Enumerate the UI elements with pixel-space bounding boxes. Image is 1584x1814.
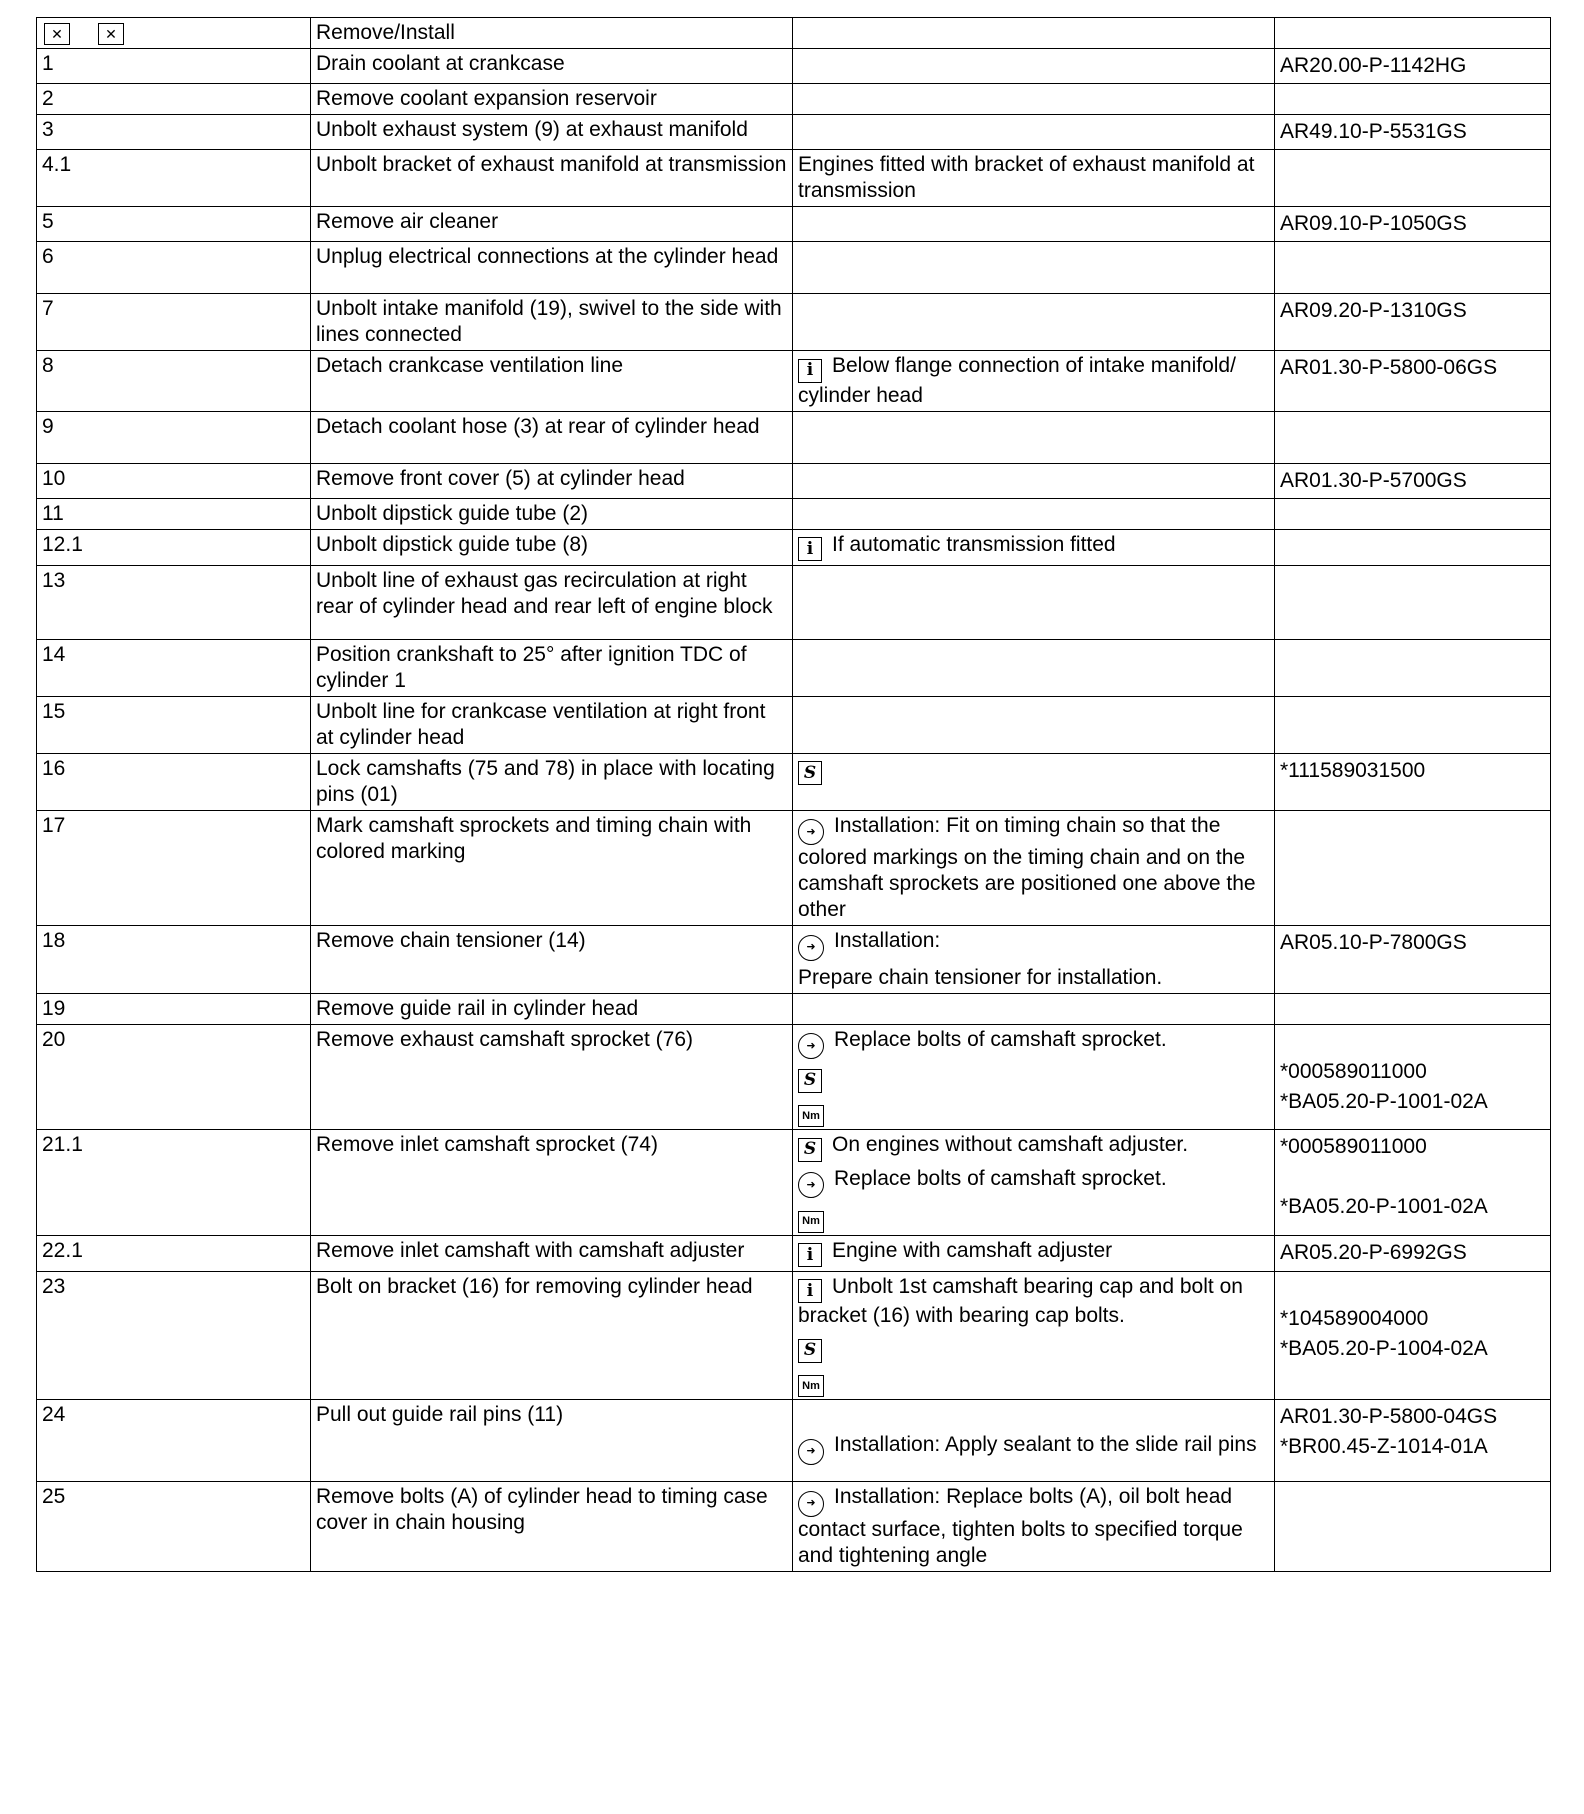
- remove-icon: ✕: [44, 23, 70, 45]
- document-reference-link[interactable]: AR09.20-P-1310GS: [1280, 299, 1467, 322]
- info-icon: i: [798, 359, 822, 383]
- step-number: 11: [37, 498, 311, 529]
- table-row: [37, 463, 1551, 498]
- step-description: Pull out guide rail pins (11): [311, 1400, 793, 1482]
- step-number: 10: [37, 463, 311, 498]
- procedure-table-body: [37, 18, 1551, 1572]
- note-line: [798, 1367, 1269, 1398]
- step-description: Mark camshaft sprockets and timing chain with colored marking: [311, 810, 793, 926]
- step-references: [1275, 696, 1551, 753]
- step-number: 21.1: [37, 1130, 311, 1236]
- step-notes: [793, 926, 1275, 994]
- step-description: Drain coolant at crankcase: [311, 49, 793, 84]
- table-row: [37, 294, 1551, 351]
- procedure-table: [36, 17, 1551, 1572]
- step-number: 16: [37, 753, 311, 810]
- installation-icon: ➜: [798, 935, 824, 961]
- table-row: [37, 498, 1551, 529]
- note-line: [798, 1027, 1269, 1060]
- table-row: [37, 351, 1551, 412]
- note-line: [798, 928, 1269, 961]
- step-notes: [793, 1400, 1275, 1482]
- step-references: [1275, 411, 1551, 463]
- step-number: 15: [37, 696, 311, 753]
- step-description: Unbolt line of exhaust gas recirculation at right rear of cylinder head and rear left of engine block: [311, 565, 793, 639]
- step-description: Unplug electrical connections at the cylinder head: [311, 242, 793, 294]
- step-notes: [793, 1482, 1275, 1572]
- table-row: [37, 810, 1551, 926]
- step-number: 12.1: [37, 529, 311, 565]
- step-notes: [793, 639, 1275, 696]
- table-row: [37, 565, 1551, 639]
- table-row: [37, 1024, 1551, 1130]
- table-row: [37, 926, 1551, 994]
- step-notes: [793, 753, 1275, 810]
- step-number: 4.1: [37, 150, 311, 207]
- note-text: Engines fitted with bracket of exhaust manifold at transmission: [798, 153, 1255, 202]
- document-reference-link[interactable]: *BA05.20-P-1004-02A: [1280, 1336, 1488, 1360]
- table-row: [37, 993, 1551, 1024]
- step-description: Remove inlet camshaft with camshaft adjuster: [311, 1235, 793, 1271]
- note-text: Prepare chain tensioner for installation.: [798, 965, 1163, 989]
- note-line: [798, 152, 1269, 204]
- step-notes: [793, 411, 1275, 463]
- step-references: [1275, 498, 1551, 529]
- header-title: Remove/Install: [311, 18, 793, 49]
- document-reference-link[interactable]: AR05.10-P-7800GS: [1280, 931, 1467, 954]
- step-references: [1275, 84, 1551, 115]
- header-icons-cell: [37, 18, 311, 49]
- step-references: [1275, 753, 1551, 810]
- step-description: Remove bolts (A) of cylinder head to timing case cover in chain housing: [311, 1482, 793, 1572]
- step-number: 22.1: [37, 1235, 311, 1271]
- special-tool-icon: S: [798, 1138, 822, 1162]
- step-references: [1275, 115, 1551, 150]
- step-notes: [793, 529, 1275, 565]
- table-row: [37, 411, 1551, 463]
- step-number: 6: [37, 242, 311, 294]
- note-line: [798, 813, 1269, 924]
- note-line: [798, 1432, 1269, 1465]
- step-references: [1275, 1400, 1551, 1482]
- step-number: 24: [37, 1400, 311, 1482]
- table-row: [37, 150, 1551, 207]
- table-row: [37, 1400, 1551, 1482]
- step-description: Unbolt dipstick guide tube (8): [311, 529, 793, 565]
- document-reference-link[interactable]: *000589011000: [1280, 1059, 1427, 1083]
- note-line: [798, 1274, 1269, 1330]
- step-notes: [793, 498, 1275, 529]
- step-notes: [793, 294, 1275, 351]
- step-number: 20: [37, 1024, 311, 1130]
- note-line: [798, 1063, 1269, 1093]
- step-notes: [793, 1024, 1275, 1130]
- step-description: Detach crankcase ventilation line: [311, 351, 793, 412]
- installation-icon: ➜: [798, 1491, 824, 1517]
- installation-icon: ➜: [798, 1033, 824, 1059]
- step-number: 19: [37, 993, 311, 1024]
- document-reference-link[interactable]: AR20.00-P-1142HG: [1280, 54, 1467, 77]
- step-notes: [793, 207, 1275, 242]
- step-references: [1275, 242, 1551, 294]
- step-notes: [793, 351, 1275, 412]
- table-row: [37, 529, 1551, 565]
- step-number: 9: [37, 411, 311, 463]
- note-line: [798, 1238, 1269, 1268]
- note-line: [798, 1202, 1269, 1233]
- step-notes: [793, 565, 1275, 639]
- note-text: Unbolt 1st camshaft bearing cap and bolt on bracket (16) with bearing cap bolts.: [798, 1274, 1243, 1327]
- step-references: [1275, 529, 1551, 565]
- table-row: [37, 1482, 1551, 1572]
- document-reference-link: [1280, 1162, 1545, 1192]
- note-line: [798, 965, 1269, 991]
- step-notes: [793, 242, 1275, 294]
- step-number: 5: [37, 207, 311, 242]
- step-description: Remove chain tensioner (14): [311, 926, 793, 994]
- note-line: [798, 1484, 1269, 1569]
- table-row: [37, 639, 1551, 696]
- step-notes: [793, 810, 1275, 926]
- installation-icon: ➜: [798, 1172, 824, 1198]
- document-reference-link[interactable]: AR01.30-P-5800-04GS: [1280, 1405, 1498, 1428]
- step-description: Bolt on bracket (16) for removing cylinder head: [311, 1271, 793, 1400]
- step-notes: [793, 115, 1275, 150]
- note-text: Installation: Apply sealant to the slide rail pins: [834, 1433, 1257, 1456]
- special-tool-icon: S: [798, 761, 822, 785]
- step-notes: [793, 1271, 1275, 1400]
- table-header-row: [37, 18, 1551, 49]
- step-references: [1275, 463, 1551, 498]
- note-text: Replace bolts of camshaft sprocket.: [834, 1166, 1167, 1190]
- step-number: 7: [37, 294, 311, 351]
- step-number: 13: [37, 565, 311, 639]
- document-reference-link[interactable]: *BR00.45-Z-1014-01A: [1280, 1435, 1488, 1458]
- note-text: Replace bolts of camshaft sprocket.: [834, 1027, 1167, 1051]
- step-references: [1275, 207, 1551, 242]
- document-reference-link[interactable]: *000589011000: [1280, 1135, 1427, 1158]
- step-references: [1275, 1024, 1551, 1130]
- step-references: [1275, 810, 1551, 926]
- step-number: 18: [37, 926, 311, 994]
- info-icon: i: [798, 537, 822, 561]
- installation-icon: ➜: [798, 1439, 824, 1465]
- step-description: Remove front cover (5) at cylinder head: [311, 463, 793, 498]
- step-number: 14: [37, 639, 311, 696]
- header-empty-refs: [1275, 18, 1551, 49]
- special-tool-icon: S: [798, 1339, 822, 1363]
- step-number: 2: [37, 84, 311, 115]
- header-empty-notes: [793, 18, 1275, 49]
- special-tool-icon: S: [798, 1069, 822, 1093]
- step-notes: [793, 84, 1275, 115]
- document-reference-link[interactable]: *BA05.20-P-1001-02A: [1280, 1195, 1488, 1218]
- table-row: [37, 753, 1551, 810]
- torque-nm-icon: Nm: [798, 1375, 824, 1397]
- note-text: On engines without camshaft adjuster.: [832, 1133, 1189, 1156]
- step-number: 1: [37, 49, 311, 84]
- step-description: Unbolt line for crankcase ventilation at right front at cylinder head: [311, 696, 793, 753]
- table-row: [37, 1130, 1551, 1236]
- step-references: [1275, 639, 1551, 696]
- note-line: [798, 353, 1269, 409]
- note-line: [798, 1166, 1269, 1199]
- step-number: 3: [37, 115, 311, 150]
- torque-nm-icon: Nm: [798, 1211, 824, 1233]
- step-description: Unbolt dipstick guide tube (2): [311, 498, 793, 529]
- step-description: Remove air cleaner: [311, 207, 793, 242]
- document-reference-link[interactable]: AR01.30-P-5700GS: [1280, 468, 1467, 492]
- step-description: Unbolt bracket of exhaust manifold at transmission: [311, 150, 793, 207]
- step-references: [1275, 1482, 1551, 1572]
- step-number: 25: [37, 1482, 311, 1572]
- document-reference-link: [1280, 1027, 1545, 1057]
- document-reference-link[interactable]: AR05.20-P-6992GS: [1280, 1240, 1467, 1264]
- note-line: [798, 532, 1269, 562]
- table-row: [37, 115, 1551, 150]
- step-number: 17: [37, 810, 311, 926]
- note-text: Engine with camshaft adjuster: [832, 1238, 1113, 1262]
- step-references: [1275, 1130, 1551, 1236]
- step-description: Unbolt intake manifold (19), swivel to the side with lines connected: [311, 294, 793, 351]
- step-notes: [793, 49, 1275, 84]
- step-references: [1275, 565, 1551, 639]
- step-references: [1275, 351, 1551, 412]
- install-icon: ✕: [98, 23, 124, 45]
- document-reference-link[interactable]: AR09.10-P-1050GS: [1280, 212, 1467, 235]
- step-description: Remove guide rail in cylinder head: [311, 993, 793, 1024]
- info-icon: i: [798, 1279, 822, 1303]
- note-line: [798, 1333, 1269, 1363]
- table-row: [37, 1235, 1551, 1271]
- document-reference-link[interactable]: AR49.10-P-5531GS: [1280, 120, 1467, 143]
- step-number: 23: [37, 1271, 311, 1400]
- step-notes: [793, 696, 1275, 753]
- step-references: [1275, 294, 1551, 351]
- step-description: Lock camshafts (75 and 78) in place with locating pins (01): [311, 753, 793, 810]
- step-references: [1275, 993, 1551, 1024]
- step-description: Position crankshaft to 25° after ignition TDC of cylinder 1: [311, 639, 793, 696]
- document-reference-link[interactable]: *BA05.20-P-1001-02A: [1280, 1089, 1488, 1113]
- installation-icon: ➜: [798, 819, 824, 845]
- step-references: [1275, 926, 1551, 994]
- step-notes: [793, 1235, 1275, 1271]
- step-notes: [793, 150, 1275, 207]
- table-row: [37, 207, 1551, 242]
- step-number: 8: [37, 351, 311, 412]
- document-reference-link[interactable]: *111589031500: [1280, 758, 1426, 782]
- table-row: [37, 242, 1551, 294]
- step-description: Remove inlet camshaft sprocket (74): [311, 1130, 793, 1236]
- note-text: If automatic transmission fitted: [832, 532, 1116, 556]
- step-notes: [793, 993, 1275, 1024]
- step-notes: [793, 1130, 1275, 1236]
- table-row: [37, 84, 1551, 115]
- note-text: Installation:: [834, 929, 941, 952]
- step-references: [1275, 1235, 1551, 1271]
- step-description: Detach coolant hose (3) at rear of cylinder head: [311, 411, 793, 463]
- info-icon: i: [798, 1243, 822, 1267]
- table-row: [37, 49, 1551, 84]
- step-references: [1275, 49, 1551, 84]
- table-row: [37, 1271, 1551, 1400]
- note-text: Installation: Fit on timing chain so that the colored markings on the timing chain and on the camshaft sprockets are positioned one above the other: [798, 813, 1256, 921]
- note-line: [798, 756, 1269, 786]
- step-references: [1275, 150, 1551, 207]
- document-reference-link[interactable]: AR01.30-P-5800-06GS: [1280, 356, 1498, 379]
- step-description: Unbolt exhaust system (9) at exhaust manifold: [311, 115, 793, 150]
- step-description: Remove coolant expansion reservoir: [311, 84, 793, 115]
- document-reference-link: [1280, 1274, 1545, 1304]
- note-text: Below flange connection of intake manifold/ cylinder head: [798, 354, 1236, 407]
- step-description: Remove exhaust camshaft sprocket (76): [311, 1024, 793, 1130]
- note-line: [798, 1132, 1269, 1162]
- note-text: Installation: Replace bolts (A), oil bolt head contact surface, tighten bolts to specified torque and tightening angle: [798, 1485, 1243, 1567]
- table-row: [37, 696, 1551, 753]
- note-line: [798, 1402, 1269, 1428]
- document-reference-link[interactable]: *104589004000: [1280, 1306, 1429, 1330]
- torque-nm-icon: Nm: [798, 1105, 824, 1127]
- step-notes: [793, 463, 1275, 498]
- step-references: [1275, 1271, 1551, 1400]
- note-line: [798, 1097, 1269, 1128]
